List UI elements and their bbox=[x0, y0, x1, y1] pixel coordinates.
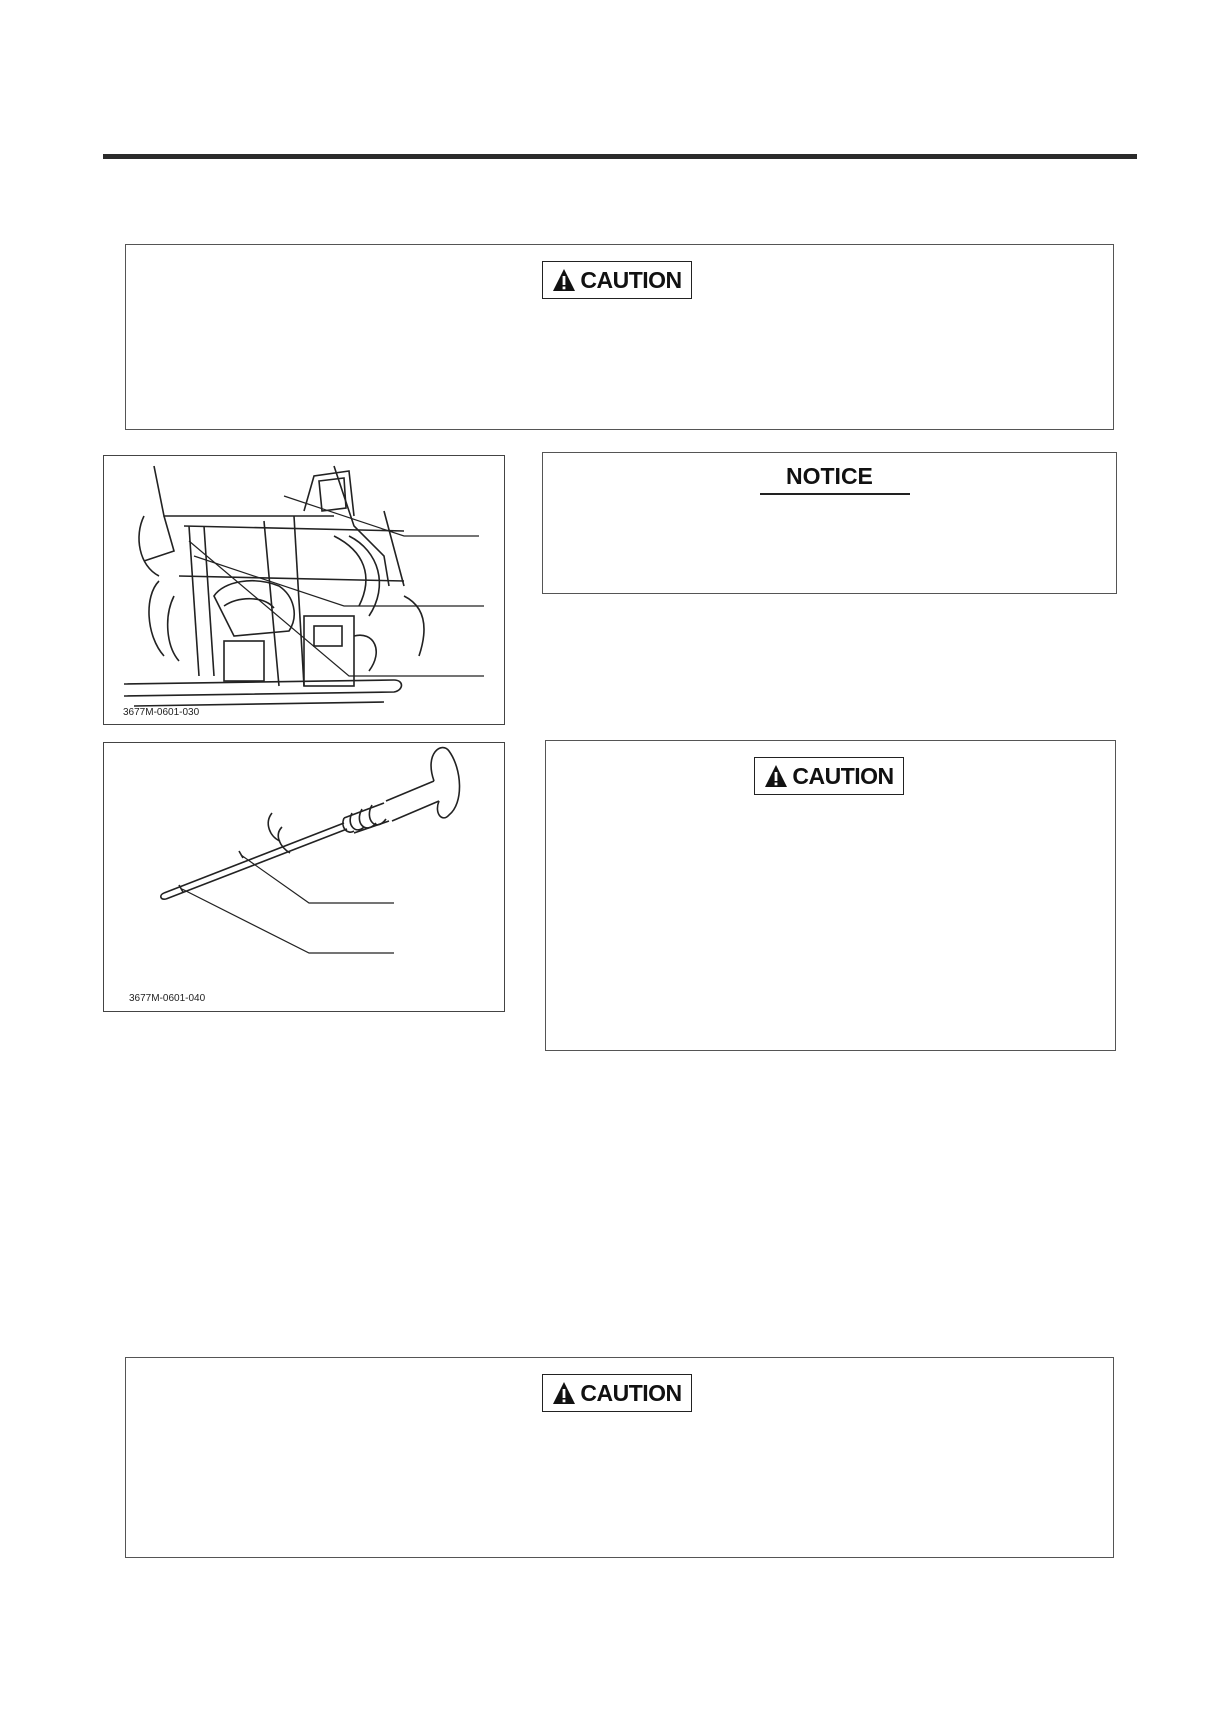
notice-underline bbox=[760, 493, 910, 495]
caution-label bbox=[542, 1374, 692, 1412]
caution-box-top bbox=[125, 244, 1114, 430]
warning-triangle-icon bbox=[764, 764, 788, 788]
warning-triangle-icon bbox=[552, 268, 576, 292]
figure-engine-drawing bbox=[103, 455, 505, 725]
caution-box-bottom bbox=[125, 1357, 1114, 1558]
caution-text: CAUTION bbox=[580, 266, 682, 293]
header-rule bbox=[103, 154, 1137, 159]
figure-code: 3677M-0601-040 bbox=[129, 993, 206, 1004]
caution-box-middle bbox=[545, 740, 1116, 1051]
engine-illustration bbox=[104, 456, 505, 725]
dipstick-illustration bbox=[104, 743, 505, 1012]
figure-dipstick-drawing bbox=[103, 742, 505, 1012]
caution-label bbox=[754, 757, 904, 795]
caution-text: CAUTION bbox=[580, 1379, 682, 1406]
figure-code: 3677M-0601-030 bbox=[123, 707, 200, 718]
caution-text: CAUTION bbox=[792, 762, 894, 789]
notice-title: NOTICE bbox=[786, 463, 873, 489]
warning-triangle-icon bbox=[552, 1381, 576, 1405]
notice-box bbox=[542, 452, 1117, 594]
caution-label bbox=[542, 261, 692, 299]
